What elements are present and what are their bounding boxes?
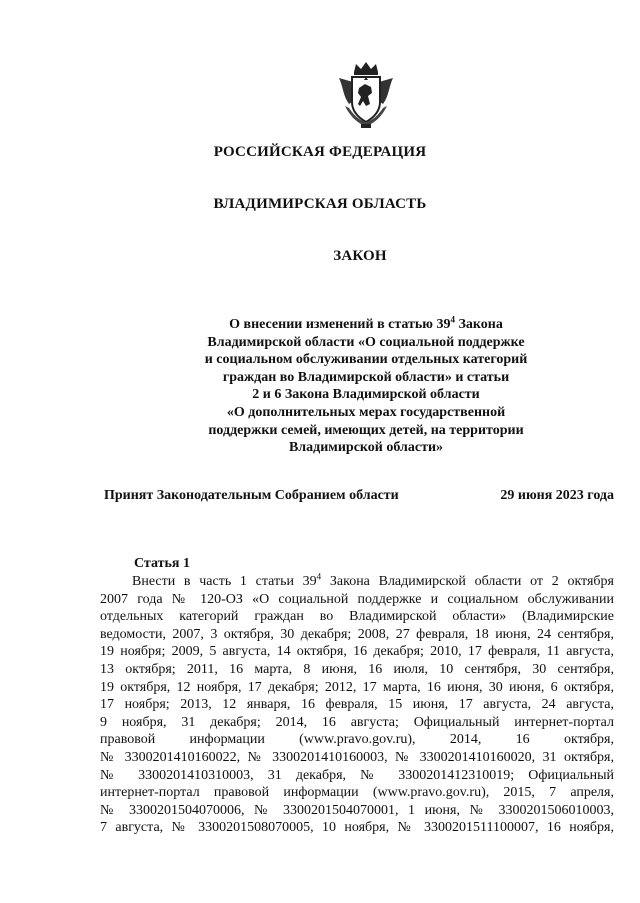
article-body-line	[100, 749, 614, 767]
article-body-line	[100, 714, 614, 732]
article-body	[100, 573, 614, 837]
law-title-line	[196, 334, 536, 352]
article-body-line	[100, 661, 614, 679]
article-body-line	[100, 643, 614, 661]
article-body-line	[100, 626, 614, 644]
article-body-line	[100, 802, 614, 820]
law-title-line	[196, 386, 536, 404]
article-body-line	[100, 696, 614, 714]
adopted-by-label: Принят Законодательным Собранием области	[104, 488, 399, 503]
line-text: ведомости, 2007, 3 октября, 30 декабря; 2008, 27 февраля, 18 июня, 24 сентября,	[100, 626, 614, 642]
article-body-line	[100, 784, 614, 802]
line-text: Владимирской области»	[288, 440, 444, 456]
article-body-line	[100, 608, 614, 626]
line-text: отдельных категорий граждан во Владимирской области» (Владимирские	[100, 609, 614, 625]
line-text: Внести в часть 1 статьи 39	[132, 574, 317, 589]
line-text: граждан во Владимирской области» и статьи	[222, 369, 510, 385]
line-text: 2007 года № 120-ОЗ «О социальной поддержке и социальном обслуживании	[100, 591, 614, 607]
line-text: № 3300201410160022, № 3300201410160003, № 3300201410160020, 31 октября,	[100, 749, 614, 765]
law-title-line	[196, 404, 536, 422]
coat-of-arms-icon	[337, 60, 395, 130]
law-title-line	[196, 369, 536, 387]
line-text: 19 ноября; 2009, 5 августа, 14 октября, 16 декабря; 2010, 17 февраля, 11 августа,	[100, 644, 614, 660]
line-text: и социальном обслуживании отдельных категорий	[204, 352, 528, 368]
law-title	[196, 316, 536, 457]
line-text: интернет-портал правовой информации (www.pravo.gov.ru), 2015, 7 апреля,	[100, 785, 614, 801]
adoption-date: 29 июня 2023 года	[500, 488, 614, 503]
region-heading: ВЛАДИМИРСКАЯ ОБЛАСТЬ	[213, 196, 427, 212]
article-body-line	[100, 731, 614, 749]
law-title-line	[196, 422, 536, 440]
article-body-line	[100, 573, 614, 591]
law-title-line	[196, 439, 536, 457]
line-text: 13 октября; 2011, 16 марта, 8 июня, 16 июля, 10 сентября, 30 сентября,	[100, 661, 614, 677]
superscript-4: 4	[316, 571, 322, 582]
document-type-heading: ЗАКОН	[333, 248, 387, 264]
line-text: Закона	[455, 317, 503, 332]
line-text: № 3300201410310003, 31 декабря, № 3300201412310019; Официальный	[100, 767, 614, 783]
line-text: 9 ноября, 31 декабря; 2014, 16 августа; Официальный интернет-портал	[100, 714, 614, 730]
line-text: № 3300201504070006, № 3300201504070001, 1 июня, № 3300201506010003,	[100, 802, 614, 818]
article-body-line	[100, 767, 614, 785]
article-body-line	[100, 679, 614, 697]
federation-heading: РОССИЙСКАЯ ФЕДЕРАЦИЯ	[213, 144, 427, 160]
line-text: правовой информации (www.pravo.gov.ru), 2014, 16 октября,	[100, 732, 614, 748]
line-text: поддержки семей, имеющих детей, на территории	[208, 422, 524, 438]
article-body-line	[100, 819, 614, 837]
line-text: 17 ноября; 2013, 12 января, 16 февраля, 15 июня, 17 августа, 24 августа,	[100, 697, 614, 713]
line-text: 7 августа, № 3300201508070005, 10 ноября, № 3300201511100007, 16 ноября,	[100, 820, 614, 836]
line-text: Закона Владимирской области от 2 октября	[321, 574, 614, 589]
line-text: «О дополнительных мерах государственной	[226, 404, 506, 420]
law-title-line	[196, 316, 536, 334]
article-body-line	[100, 591, 614, 609]
line-text: 2 и 6 Закона Владимирской области	[252, 387, 480, 403]
superscript-4: 4	[450, 314, 456, 325]
line-text: О внесении изменений в статью 39	[229, 317, 451, 332]
line-text: 19 октября, 12 ноября, 17 декабря; 2012, 17 марта, 16 июня, 30 июня, 6 октября,	[100, 679, 614, 695]
line-text: Владимирской области «О социальной поддержке	[207, 334, 525, 350]
law-title-line	[196, 351, 536, 369]
article-title: Статья 1	[134, 556, 190, 571]
